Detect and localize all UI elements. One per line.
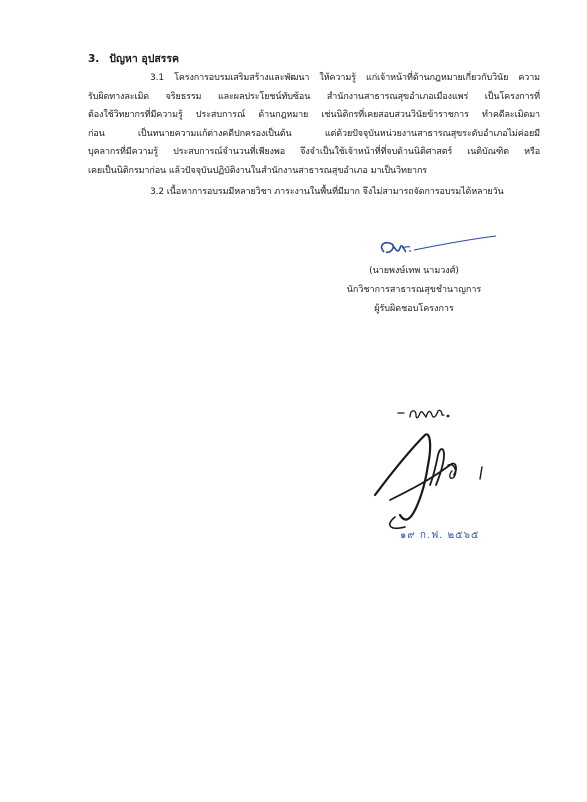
approval-date: ๑๙ ก.ฟ. ๒๕๖๕ xyxy=(400,530,480,541)
paragraph-3-1 xyxy=(88,69,540,180)
paragraph-line: 3.1 โครงการอบรมเสริมสร้างและพัฒนา ให้ความรู้ แก่เจ้าหน้าที่ด้านกฎหมายเกี่ยวกับวินัย ความ xyxy=(150,73,540,83)
paragraph-line: ต้องใช้วิทยากรที่มีความรู้ ประสบการณ์ ด้านกฎหมาย เช่นนิติกรที่เคยสอบสวนวินัยข้าราชการ ทำคดีละเมิดมา xyxy=(88,110,540,120)
signatory-name: (นายพงษ์เทพ นามวงศ์) xyxy=(369,266,459,276)
section-heading xyxy=(88,50,179,67)
paragraph-line: รับผิดทางละเมิด จริยธรรม และผลประโยชน์ทับซ้อน สำนักงานสาธารณสุขอำเภอเมืองแพร่ เป็นโครงการที่ xyxy=(88,91,540,102)
signatory-position: นักวิชาการสาธารณสุขชำนาญการ xyxy=(346,285,482,295)
project-owner-signature xyxy=(374,232,499,262)
signature-block xyxy=(334,262,494,319)
paragraph-line: ก่อน เป็นทนายความแก้ต่างคดีปกครองเป็นต้น แต่ด้วยปัจจุบันหน่วยงานสาธารณสุขระดับอำเภอไม่ค่อยมี xyxy=(88,128,540,139)
section-title: ปัญหา อุปสรรค xyxy=(109,53,180,65)
section-number: 3. xyxy=(88,53,100,65)
paragraph-line: เคยเป็นนิติกรมาก่อน แล้วปัจจุบันปฏิบัติงานในสำนักงานสาธารณสุขอำเภอ มาเป็นวิทยากร xyxy=(88,165,428,176)
paragraph-line: 3.2 เนื้อหาการอบรมมีหลายวิชา ภาระงานในพื้นที่มีมาก จึงไม่สามารถจัดการอบรมได้หลายวัน xyxy=(150,187,504,197)
approval-handwritten-signature xyxy=(370,405,505,540)
paragraph-3-2 xyxy=(88,183,540,202)
paragraph-line: บุคลากรที่มีความรู้ ประสบการณ์จำนวนที่เพียงพอ จึงจำเป็นใช้เจ้าหน้าที่ที่จบด้านนิติศาสตร์ เนติบัณฑิต หรือ xyxy=(88,147,540,157)
signatory-role: ผู้รับผิดชอบโครงการ xyxy=(374,304,454,314)
